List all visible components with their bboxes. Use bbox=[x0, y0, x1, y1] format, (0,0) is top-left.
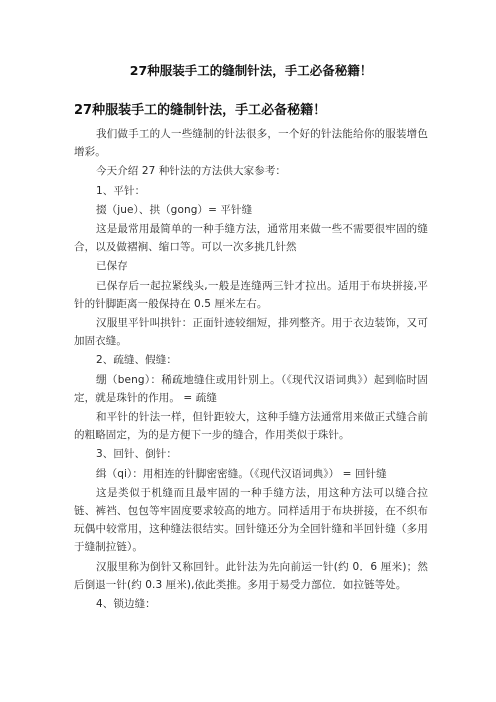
paragraph-item-1-desc: 这是最常用最简单的一种手缝方法，通常用来做一些不需要很牢固的缝合，以及做褶裥、缩口等。可以一次多挑几针然 bbox=[74, 223, 428, 254]
paragraph-item-1-detail: 已保存后一起拉紧线头,一般是连缝两三针才拉出。适用于布块拼接,平针的针脚距离一般保持在 0.5 厘米左右。 bbox=[74, 279, 428, 310]
paragraph-saved: 已保存 bbox=[96, 260, 128, 273]
paragraph-item-2-desc: 和平针的针法一样，但针距较大，这种手缝方法通常用来做正式缝合前的粗略固定，为的是方便下一步的缝合，作用类似于珠针。 bbox=[74, 411, 428, 442]
document-title: 27种服装手工的缝制针法，手工必备秘籍！ bbox=[129, 63, 373, 78]
paragraph-item-1-hanfu: 汉服里平针叫拱针：正面针迹较细短，排列整齐。用于衣边装饰，又可加固衣缝。 bbox=[74, 317, 428, 348]
paragraph-item-3-terms: 缉（qi）：用相连的针脚密密缝。（《现代汉语词典》） = 回针缝 bbox=[96, 467, 387, 480]
paragraph-item-1-terms: 掇（jue）、拱（gong）= 平针缝 bbox=[96, 203, 253, 216]
paragraph-item-1-heading: 1、平针： bbox=[96, 184, 146, 197]
paragraph-item-2-heading: 2、疏缝、假缝： bbox=[96, 354, 177, 367]
section-heading: 27种服装手工的缝制针法，手工必备秘籍！ bbox=[74, 103, 327, 118]
paragraph-item-3-hanfu: 汉服里称为倒针又称回针。此针法为先向前运一针(约 0．6 厘米)；然后倒退一针(约 0.3 厘米),依此类推。多用于易受力部位．如拉链等处。 bbox=[74, 560, 428, 591]
paragraph-overview: 今天介绍 27 种针法的方法供大家参考： bbox=[96, 165, 287, 178]
paragraph-item-4-heading: 4、锁边缝： bbox=[96, 598, 156, 611]
paragraph-item-2-terms: 绷（beng）：稀疏地缝住或用针别上。（《现代汉语词典》）起到临时固定，就是珠针的作用。 = 疏缝 bbox=[74, 373, 428, 404]
paragraph-item-3-desc: 这是类似于机缝而且最牢固的一种手缝方法，用这种方法可以缝合拉链、裤裆、包包等牢固度要求较高的地方。同样适用于布块拼接，在不织布玩偶中较常用，这种缝法很结实。回针缝还分为全回针缝和半回针缝（多用于缝制拉链）。 bbox=[74, 486, 428, 554]
paragraph-item-3-heading: 3、回针、倒针： bbox=[96, 448, 177, 461]
paragraph-intro: 我们做手工的人一些缝制的针法很多，一个好的针法能给你的服装增色增彩。 bbox=[74, 128, 428, 159]
